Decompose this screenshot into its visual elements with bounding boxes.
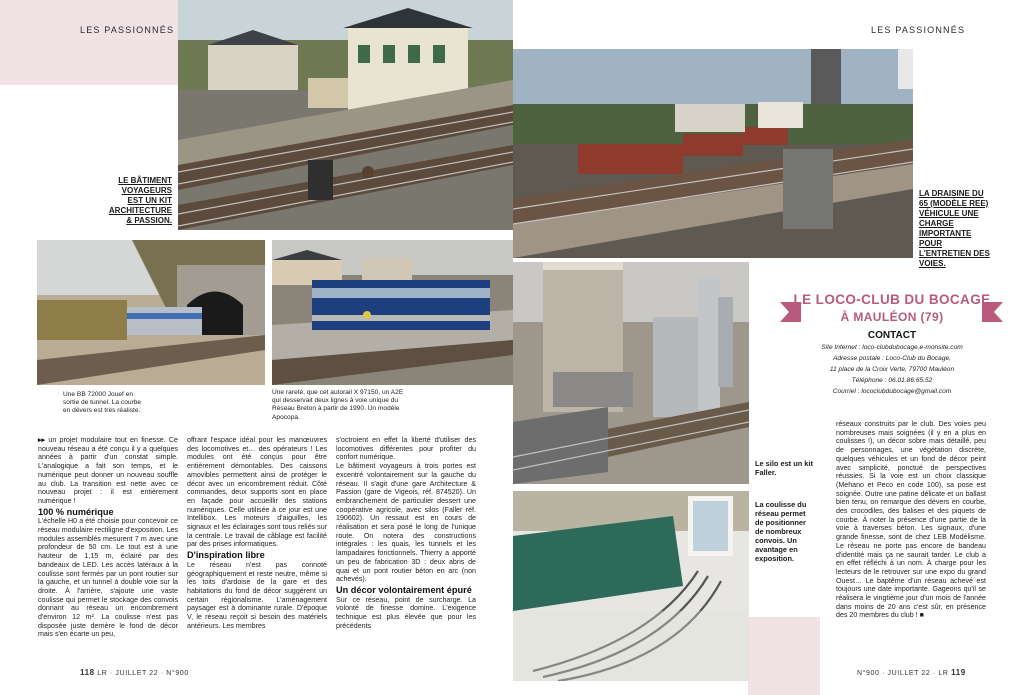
col4-body: réseaux construits par le club. Des voies peu nombreuses mais soignées (il y en a plus en coulisses !), un décor sobre mais détaillé, peu de personnages, une végétation discrète, quelques véhicules et un fond de décor peint avec simplicité, ponctué de perspectives réussies. Si la voie est un choix classique (Mehano et Peco en code 100), sa pose est soignée. Outre une patine délicate et un ballast bien tenu, on remarque des dévers en courbe, des crocodiles, des balises et des piquets de courbe. À noter la présence d'une partie de la voie à traverses béton. Les signaux, d'une grande finesse, sont de chez LEB Modélisme. Le réseau ne porte pas encore de bandeau d'identité mais ça ne saurait tarder. Le club a en effet réfléchi à un nom. À charge pour les lecteurs de le retrouver sur une expo du grand Ouest… Le baptême d'un réseau achevé est toujours une date importante. Gageons qu'il se réalisera le vingtième jour d'un mois de l'année dans moins de 20 ans c'est sûr, en présence des 20 membres du club ! [836, 420, 986, 620]
photo-station [178, 0, 513, 230]
col1-body: L'échelle H0 a été choisie pour concevoir ce réseau modulaire rectiligne d'exposition. Les modules assemblés mesurent 7 m avec une profondeur de 50 cm. Le tout est à une hauteur de 1,15 m, éclairé par des bandeaux de LED. Les accès latéraux à la coulisse sont fermés par un pont routier sur la gauche, et un tunnel à double voie sur la droite. À l'arrière, s'ajoute une vaste coulisse qui permet le stockage des convois donnant au réseau un encombrement d'environ 12 m². La coulisse n'est pas disposée juste derrière le fond de décor mais s'en écarte un peu, [38, 517, 178, 639]
running-header-left: LES PASSIONNÉS [80, 25, 175, 35]
page-number-left: 118 [80, 668, 95, 677]
folio-right-text: N°900 · JUILLET 22 · LR [857, 670, 949, 677]
pink-corner-bottom-right [748, 617, 820, 695]
article-column-2 [187, 436, 327, 630]
caption-station: LE BÂTIMENT VOYAGEURS EST UN KIT ARCHITECTURE & PASSION. [108, 176, 172, 225]
article-column-4 [836, 420, 986, 620]
photo-draisine [513, 49, 913, 258]
caption-autorail: Une rareté, que cet autorail X 97150, un A2E qui desservait deux lignes à voie unique du Réseau Breton à partir de 1990. Un modèle Apocopa. [272, 389, 404, 421]
photo-coulisse [513, 491, 749, 681]
caption-coulisse: La coulisse du réseau permet de positionner de nombreux convois. Un avantage en exposition. [755, 500, 807, 563]
col2-top: offrant l'espace idéal pour les manœuvres des locomotives et… des opérateurs ! Les modules ont été conçus pour être entièrement démontables. Des caissons amovibles permettent ainsi de protéger le décor avec un encombrement réduit. Côté commandes, deux supports sont en place en façade pour accueillir des stations numériques. Celle utilisée à ce jour est une Intellibox. Les moteurs d'aiguilles, les signaux et les éclairages sont tous reliés sur la centrale. Le travail de câblage est facilité par des prises informatiques. [187, 436, 327, 549]
col3-top: s'octroient en effet la liberté d'utiliser des locomotives différentes pour profiter du confort numérique. Le bâtiment voyageurs à trois portes est excentré volontairement sur la gauche du réseau. Il s'agit d'une gare Architecture & Passion (gare de Vigeois, réf. 874520). Un embranchement de particulier dessert une coopérative agricole, avec silos (Faller réf. 190602). Un ressaut est en cours de réalisation et sera posé le long de l'unique route. On notera des constructions intégrales : les quais, les tunnels et les lampadaires fonctionnels. Thierry a apporté un peu de fabrication 3D : deux abris de quai et un pont routier béton en arc (non achevés). [336, 436, 476, 584]
running-header-right: LES PASSIONNÉS [871, 25, 966, 35]
folio-left-text: LR · JUILLET 22 · N°900 [97, 670, 189, 677]
col3-body: Sur ce réseau, point de surcharge. La volonté de finesse domine. L'exigence technique est plus élevée que pour les précédents [336, 595, 476, 630]
club-title-line1: LE LOCO-CLUB DU BOCAGE [793, 292, 991, 307]
club-title-line2: À MAULÉON (79) [840, 310, 944, 324]
heading-decor: Un décor volontairement épuré [336, 584, 472, 595]
contact-phone: Téléphone : 06.01.86.65.52 [851, 377, 933, 384]
end-mark: ■ [919, 611, 924, 620]
heading-inspiration: D'inspiration libre [187, 550, 265, 561]
contact-heading: CONTACT [867, 330, 917, 341]
contact-email[interactable]: Courriel : lococlubdubocage@gmail.com [832, 388, 952, 395]
caption-silo: Le silo est un kit Faller. [755, 459, 813, 477]
pink-corner-top-left [0, 0, 178, 85]
club-box [760, 290, 1024, 408]
photo-autorail [272, 240, 513, 385]
contact-address-label: Adresse postale : Loco-Club du Bocage, [832, 355, 952, 362]
folio-left [80, 668, 189, 677]
photo-silo [513, 262, 749, 484]
page-number-right: 119 [951, 668, 966, 677]
caption-tunnel: Une BB 72000 Jouef en sortie de tunnel. La courbe en dévers est très réaliste. [63, 391, 142, 415]
article-column-3 [336, 436, 476, 630]
col2-body: Le réseau n'est pas connoté géographiquement et reste neutre, même si les toits d'ardoise de la gare et des habitations du fond de décor suggèrent un certain régionalisme. L'aménagement paysager est à dominante rurale. D'époque V, le réseau reçoit si besoin des matériels antérieurs. Les membres [187, 560, 327, 630]
heading-numerique: 100 % numérique [38, 506, 114, 517]
article-column-1 [38, 436, 178, 639]
folio-right [857, 668, 966, 677]
caption-draisine: LA DRAISINE DU 65 (MODÈLE REE) VÉHICULE UNE CHARGE IMPORTANTE POUR L'ENTRETIEN DES VOIES. [919, 189, 990, 268]
contact-address-line: 11 place de la Croix Verte, 79700 Mauléon [829, 366, 955, 373]
continue-arrow-icon: ▸▸ [38, 436, 49, 444]
contact-site[interactable]: Site Internet : loco-clubdubocage.e-monsite.com [821, 344, 963, 351]
col1-intro: un projet modulaire tout en finesse. Ce nouveau réseau a été conçu il y a quelques années à partir d'un constat simple. L'analogique a fait son temps, et le numérique peut donner un nouveau souffle au club. La transition est nette avec ce nouveau projet : il est entièrement numérique ! [38, 436, 178, 505]
photo-tunnel [37, 240, 265, 385]
